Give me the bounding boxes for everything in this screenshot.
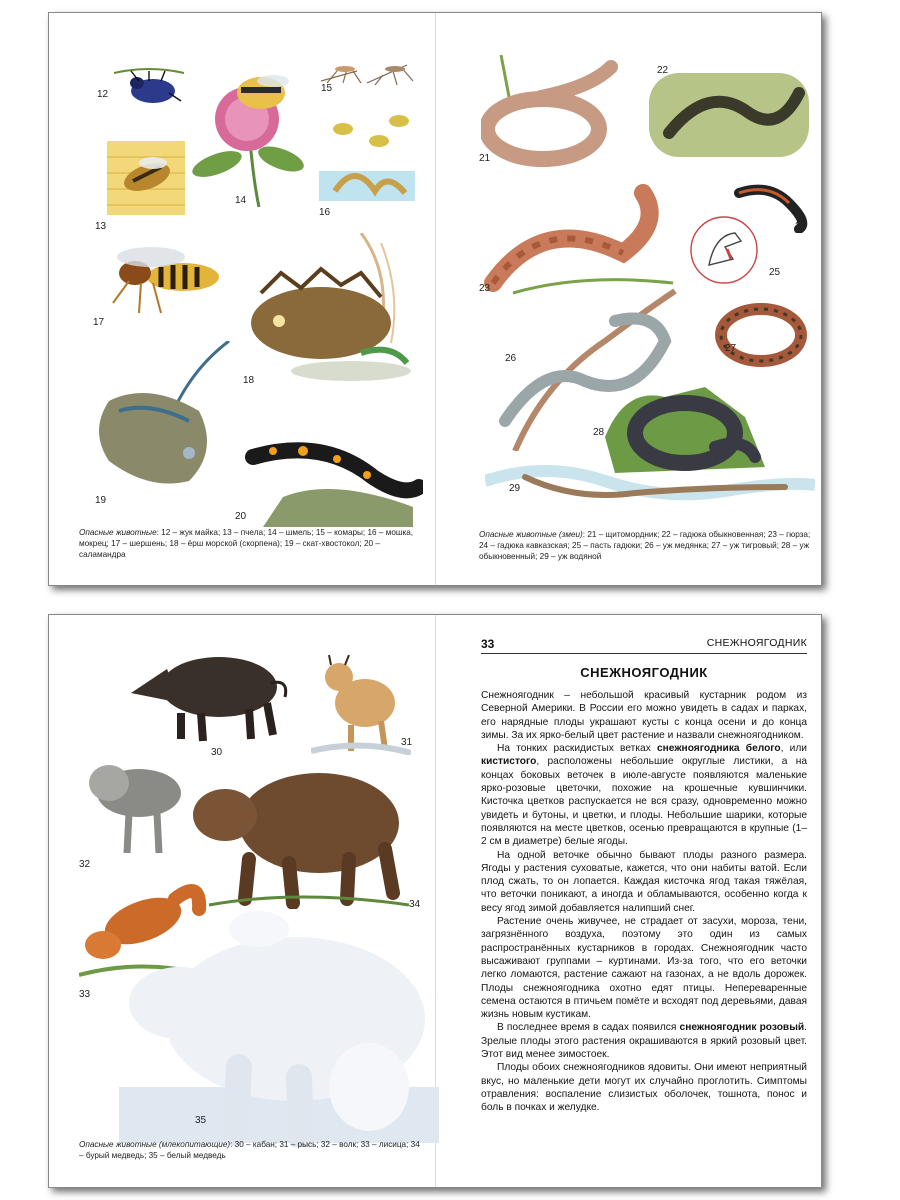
figure-number: 31 <box>401 737 413 748</box>
figure-number: 15 <box>321 83 333 94</box>
term: кистистого <box>481 756 537 768</box>
figure-number: 17 <box>93 317 105 328</box>
figure-number: 19 <box>95 495 107 506</box>
paragraph: Плоды обоих снежноягодников ядовиты. Они имеют неприятный вкус, но маленькие дети могут их случайно проглотить. Симптомы отравления: воспаление слизистых оболочек, тошнота, понос и боль в почках и желудке. <box>481 1062 807 1114</box>
figure-number: 26 <box>505 353 517 364</box>
illustration-scorpionfish <box>241 233 411 383</box>
text: . Зрелые плоды этого растения окрашиваются в яркий розовый цвет. Этот вид менее зимостоек. <box>481 1022 807 1061</box>
paragraph: На одной веточке обычно бывают плоды разного размера. Ягоды у растения суховатые, кажется, что они набиты ватой. Если плод сжать, то он лопается. Каждая кисточка ягод такая тяжёлая, что веточки поникают, а иногда и обламываются, особенно когда к весу ягод зимой добавляется налипший снег. <box>481 849 807 914</box>
illustration-midges <box>315 111 419 211</box>
figure-number: 30 <box>211 747 223 758</box>
illustration-common-viper <box>649 63 809 163</box>
figure-number: 23 <box>479 283 491 294</box>
illustration-tiger-keelback <box>711 295 821 375</box>
article-title: СНЕЖНОЯГОДНИК <box>580 665 708 680</box>
figure-number: 34 <box>409 899 421 910</box>
mammals-caption <box>79 1139 423 1161</box>
illustration-stingray <box>89 341 239 491</box>
paragraph <box>481 1021 807 1061</box>
illustration-bee-honeycomb <box>107 137 187 217</box>
figure-number: 20 <box>235 511 247 522</box>
illustration-lynx <box>311 655 411 755</box>
page-fold <box>435 13 436 585</box>
illustration-pit-viper <box>481 47 621 167</box>
article-body <box>481 689 807 1115</box>
figure-number: 25 <box>769 267 781 278</box>
illustration-viper-mouth <box>689 215 759 285</box>
illustration-dice-snake <box>485 461 815 521</box>
caption-text: : 12 – жук майка; 13 – пчела; 14 – шмель; 15 – комары; 16 – мошка, мокрец; 17 – шершень; 18 – ёрш морской (скорпена); 19 – скат-хвостокол; 20 – саламандра <box>79 528 414 559</box>
caption-lead: Опасные животные <box>79 528 157 537</box>
figure-number: 18 <box>243 375 255 386</box>
illustration-brown-bear <box>189 759 409 909</box>
top-book-spread <box>48 12 822 586</box>
illustration-salamander <box>243 437 423 527</box>
illustration-blister-beetle <box>109 63 189 109</box>
bottom-book-spread <box>48 614 822 1188</box>
illustration-wild-boar <box>121 643 291 743</box>
paragraph: Растение очень живучее, не страдает от засухи, мороза, тени, загрязнённого воздуха, поэтому это один из самых распространённых кустарников в городах. Снежноягодник часто высаживают группами – куртинами. Из-за того, что его веточки легко ломаются, растение сажают на газонах, а не вдоль дорожек. Плоды снежноягодника охотно едят птицы. Непереваренные семена остаются в птичьем помёте и всходят под деревьями, давая жизнь новым кустикам. <box>481 916 807 1021</box>
figure-number: 28 <box>593 427 605 438</box>
illustration-hornet <box>99 241 229 321</box>
caption-text: : 21 – щитомордник; 22 – гадюка обыкновенная; 23 – гюрза; 24 – гадюка кавказская; 25 – пасть гадюки; 26 – уж медянка; 27 – уж тигровый; 28 – уж обыкновенный; 29 – уж водяной <box>479 530 811 561</box>
paragraph <box>481 742 807 848</box>
figure-number: 33 <box>79 989 91 1000</box>
figure-number: 14 <box>235 195 247 206</box>
text: , или <box>780 743 807 755</box>
figure-number: 22 <box>657 65 669 76</box>
figure-number: 35 <box>195 1115 207 1126</box>
caption-lead: Опасные животные (млекопитающие) <box>79 1140 231 1149</box>
caption-text: : 30 – кабан; 31 – рысь; 32 – волк; 33 – лисица; 34 – бурый медведь; 35 – белый медведь <box>79 1140 420 1160</box>
figure-number: 32 <box>79 859 91 870</box>
figure-number: 21 <box>479 153 491 164</box>
right-page-caption <box>479 529 811 562</box>
figure-number: 29 <box>509 483 521 494</box>
figure-number: 27 <box>725 343 737 354</box>
text: На тонких раскидистых ветках <box>497 743 657 755</box>
caption-lead: Опасные животные (змеи) <box>479 530 583 539</box>
page-number: 33 <box>481 637 495 651</box>
figure-number: 13 <box>95 221 107 232</box>
chapter-title: СНЕЖНОЯГОДНИК <box>706 637 807 649</box>
text: , расположены небольшие округлые листики, а на концах боковых веточек в июле-августе появляются маленькие ярко-розовые цветочки, похожие на крошечные кувшинчики. Кисточка цветков распускается не вся сразу, одновременно можно увидеть и бутоны, и цветки, и плоды. Небольшие шарики, которые появляются на месте цветков, осенью превращаются в крупные (1–2 см в диаметре) белые ягоды. <box>481 756 807 848</box>
figure-number: 12 <box>97 89 109 100</box>
illustration-bumblebee-clover <box>189 69 309 209</box>
running-head <box>481 635 807 654</box>
text: В последнее время в садах появился <box>497 1022 680 1034</box>
paragraph: Снежноягодник – небольшой красивый кустарник родом из Северной Америки. В России его можно увидеть в садах и парках, его нарядные плоды украшают кусты с конца осени и до конца зимы. За их ярко-белый цвет растение и назвали снежноягодником. <box>481 690 807 741</box>
term: снежноягодника белого <box>656 743 781 755</box>
figure-number: 16 <box>319 207 331 218</box>
figure-number: 24 <box>795 221 807 232</box>
illustration-polar-bears <box>119 907 439 1147</box>
term: снежноягодник розовый <box>679 1022 805 1034</box>
illustration-wolf <box>79 753 189 863</box>
left-page-caption <box>79 527 423 560</box>
